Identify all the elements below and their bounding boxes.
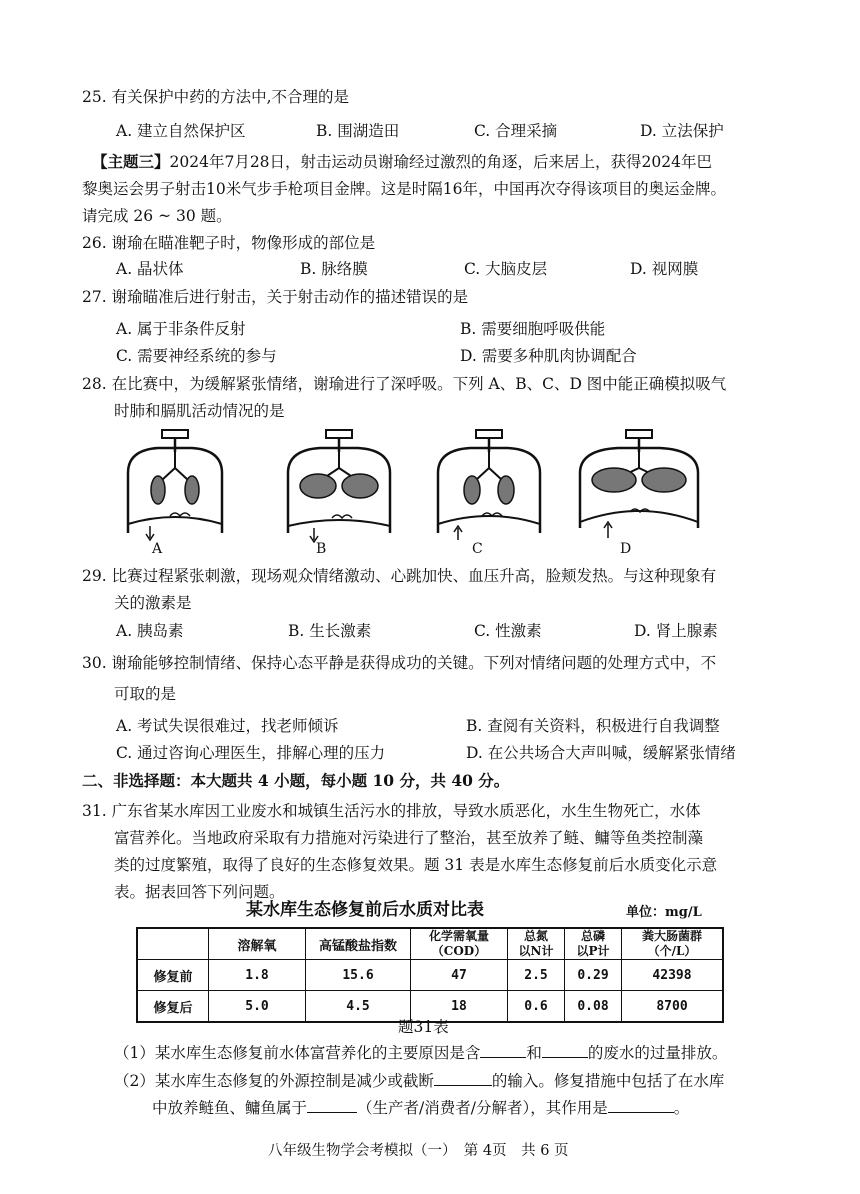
q29-option-a: A. 胰岛素: [116, 622, 184, 640]
q31-sub1-part-b: 和: [526, 1044, 542, 1062]
answer-blank-5[interactable]: [608, 1098, 674, 1113]
q26-option-d: D. 视网膜: [630, 260, 699, 278]
q26-option-b: B. 脉络膜: [300, 260, 368, 278]
q31-stem-line-2: 富营养化。当地政府采取有力措施对污染进行了整治，甚至放养了鲢、鳙等鱼类控制藻: [114, 829, 704, 847]
q31-sub2-part-c: 中放养鲢鱼、鳙鱼属于: [152, 1099, 308, 1117]
bell-jar-figure-a: [110, 428, 260, 543]
cell-before-cod: 47: [411, 960, 508, 991]
q30-option-a: A. 考试失误很难过，找老师倾诉: [116, 717, 339, 735]
table-row: [137, 960, 723, 991]
q31-sub2-line-1: [114, 1070, 724, 1092]
bell-jar-figure-b: [274, 428, 424, 543]
theme3-line-2: 黎奥运会男子射击10米气步手枪项目金牌。这是时隔16年，中国再次夺得该项目的奥运金牌。: [82, 180, 726, 198]
q30-stem-line-1: 30. 谢瑜能够控制情绪、保持心态平静是获得成功的关键。下列对情绪问题的处理方式中，不: [82, 654, 717, 672]
q25-option-b: B. 围湖造田: [316, 122, 400, 140]
table-unit: 单位：mg/L: [626, 905, 702, 920]
row-label-before: 修复前: [137, 960, 209, 991]
table-header-row: [137, 928, 723, 960]
cell-after-kmno4: 4.5: [306, 991, 411, 1023]
q31-stem-line-3: 类的过度繁殖，取得了良好的生态修复效果。题 31 表是水库生态修复前后水质变化示意: [114, 856, 718, 874]
q29-option-c: C. 性激素: [474, 622, 542, 640]
q27-option-b: B. 需要细胞呼吸供能: [460, 320, 606, 338]
q25-stem: [82, 86, 349, 108]
cell-after-cod: 18: [411, 991, 508, 1023]
q26-stem: 26. 谢瑜在瞄准靶子时，物像形成的部位是: [82, 234, 376, 252]
q30-stem-line-2: 可取的是: [114, 685, 177, 703]
theme3-label: 【主题三】: [92, 152, 170, 171]
q31-sub2-part-a: （2）某水库生态修复的外源控制是减少或截断: [114, 1072, 434, 1090]
q31-sub1-part-c: 的废水的过量排放。: [587, 1044, 728, 1062]
q30-option-b: B. 查阅有关资料，积极进行自我调整: [466, 717, 720, 735]
cell-after-tp: 0.08: [565, 991, 622, 1023]
q29-stem-line-2: 关的激素是: [114, 594, 192, 612]
table-caption: 题31表: [398, 1018, 449, 1036]
answer-blank-2[interactable]: [542, 1043, 588, 1058]
figure-label-a: A: [152, 541, 163, 557]
header-cell-cod: 化学需氧量 （COD）: [411, 928, 508, 960]
q30-option-d: D. 在公共场合大声叫喊，缓解紧张情绪: [466, 744, 736, 762]
theme3-line-3: 请完成 26 ~ 30 题。: [82, 207, 232, 225]
header-cell-coliform: 粪大肠菌群 （个/L）: [622, 928, 724, 960]
q31-stem-line-1: 31. 广东省某水库因工业废水和城镇生活污水的排放，导致水质恶化，水生生物死亡，水体: [82, 802, 701, 820]
cell-before-do: 1.8: [209, 960, 306, 991]
theme3-line-1: [92, 151, 712, 173]
header-cell-do: 溶解氧: [209, 928, 306, 960]
figure-label-b: B: [316, 541, 327, 557]
q31-sub2-part-b: 的输入。修复措施中包括了在水库: [491, 1072, 725, 1090]
figure-label-d: D: [620, 541, 632, 557]
q30-option-c: C. 通过咨询心理医生，排解心理的压力: [116, 744, 386, 762]
answer-blank-4[interactable]: [307, 1098, 357, 1113]
header-cell-blank: [137, 928, 209, 960]
cell-before-coliform: 42398: [622, 960, 724, 991]
q28-stem-line-1: 28. 在比赛中，为缓解紧张情绪，谢瑜进行了深呼吸。下列 A、B、C、D 图中能正确模拟吸气: [82, 375, 727, 393]
row-label-after: 修复后: [137, 991, 209, 1023]
q27-option-d: D. 需要多种肌肉协调配合: [460, 347, 637, 365]
q29-option-b: B. 生长激素: [288, 622, 372, 640]
water-quality-table: [136, 927, 724, 1023]
theme3-text-1: 2024年7月28日，射击运动员谢瑜经过激烈的角逐，后来居上，获得2024年巴: [169, 153, 712, 171]
q25-stem-text: 25. 有关保护中药的方法中,不合理的是: [82, 88, 350, 106]
table-title: 某水库生态修复前后水质对比表: [246, 900, 484, 920]
q31-sub1: [114, 1042, 727, 1064]
q31-stem-line-4: 表。据表回答下列问题。: [114, 883, 285, 901]
bell-jar-figure-d: [574, 428, 724, 543]
q31-sub1-part-a: （1）某水库生态修复前水体富营养化的主要原因是含: [114, 1044, 481, 1062]
figure-label-c: C: [472, 541, 483, 557]
q29-option-d: D. 肾上腺素: [634, 622, 718, 640]
section-2-heading: 二、非选择题：本大题共 4 小题，每小题 10 分，共 40 分。: [82, 771, 510, 790]
cell-before-kmno4: 15.6: [306, 960, 411, 991]
page-footer: 八年级生物学会考模拟（一） 第 4页 共 6 页: [268, 1143, 569, 1159]
q25-option-d: D. 立法保护: [640, 122, 724, 140]
cell-before-tp: 0.29: [565, 960, 622, 991]
answer-blank-3[interactable]: [434, 1071, 492, 1086]
q26-option-a: A. 晶状体: [116, 260, 184, 278]
cell-after-coliform: 8700: [622, 991, 724, 1023]
q26-option-c: C. 大脑皮层: [464, 260, 548, 278]
header-cell-kmno4: 高锰酸盐指数: [306, 928, 411, 960]
cell-after-tn: 0.6: [508, 991, 565, 1023]
cell-after-do: 5.0: [209, 991, 306, 1023]
q31-sub2-part-e: 。: [673, 1099, 690, 1117]
header-cell-tp: 总磷 以P计: [565, 928, 622, 960]
q25-option-c: C. 合理采摘: [474, 122, 558, 140]
q29-stem-line-1: 29. 比赛过程紧张刺激，现场观众情绪激动、心跳加快、血压升高，脸颊发热。与这种现象有: [82, 567, 717, 585]
q27-option-c: C. 需要神经系统的参与: [116, 347, 277, 365]
q27-option-a: A. 属于非条件反射: [116, 320, 246, 338]
q25-option-a: A. 建立自然保护区: [116, 122, 246, 140]
cell-before-tn: 2.5: [508, 960, 565, 991]
answer-blank-1[interactable]: [480, 1043, 526, 1058]
q31-sub2-line-2: [152, 1097, 689, 1119]
q28-stem-line-2: 时肺和膈肌活动情况的是: [114, 402, 285, 420]
q31-sub2-part-d: （生产者/消费者/分解者），其作用是: [357, 1099, 608, 1117]
q27-stem: 27. 谢瑜瞄准后进行射击，关于射击动作的描述错误的是: [82, 288, 469, 306]
header-cell-tn: 总氮 以N计: [508, 928, 565, 960]
bell-jar-figure-c: [424, 428, 574, 543]
